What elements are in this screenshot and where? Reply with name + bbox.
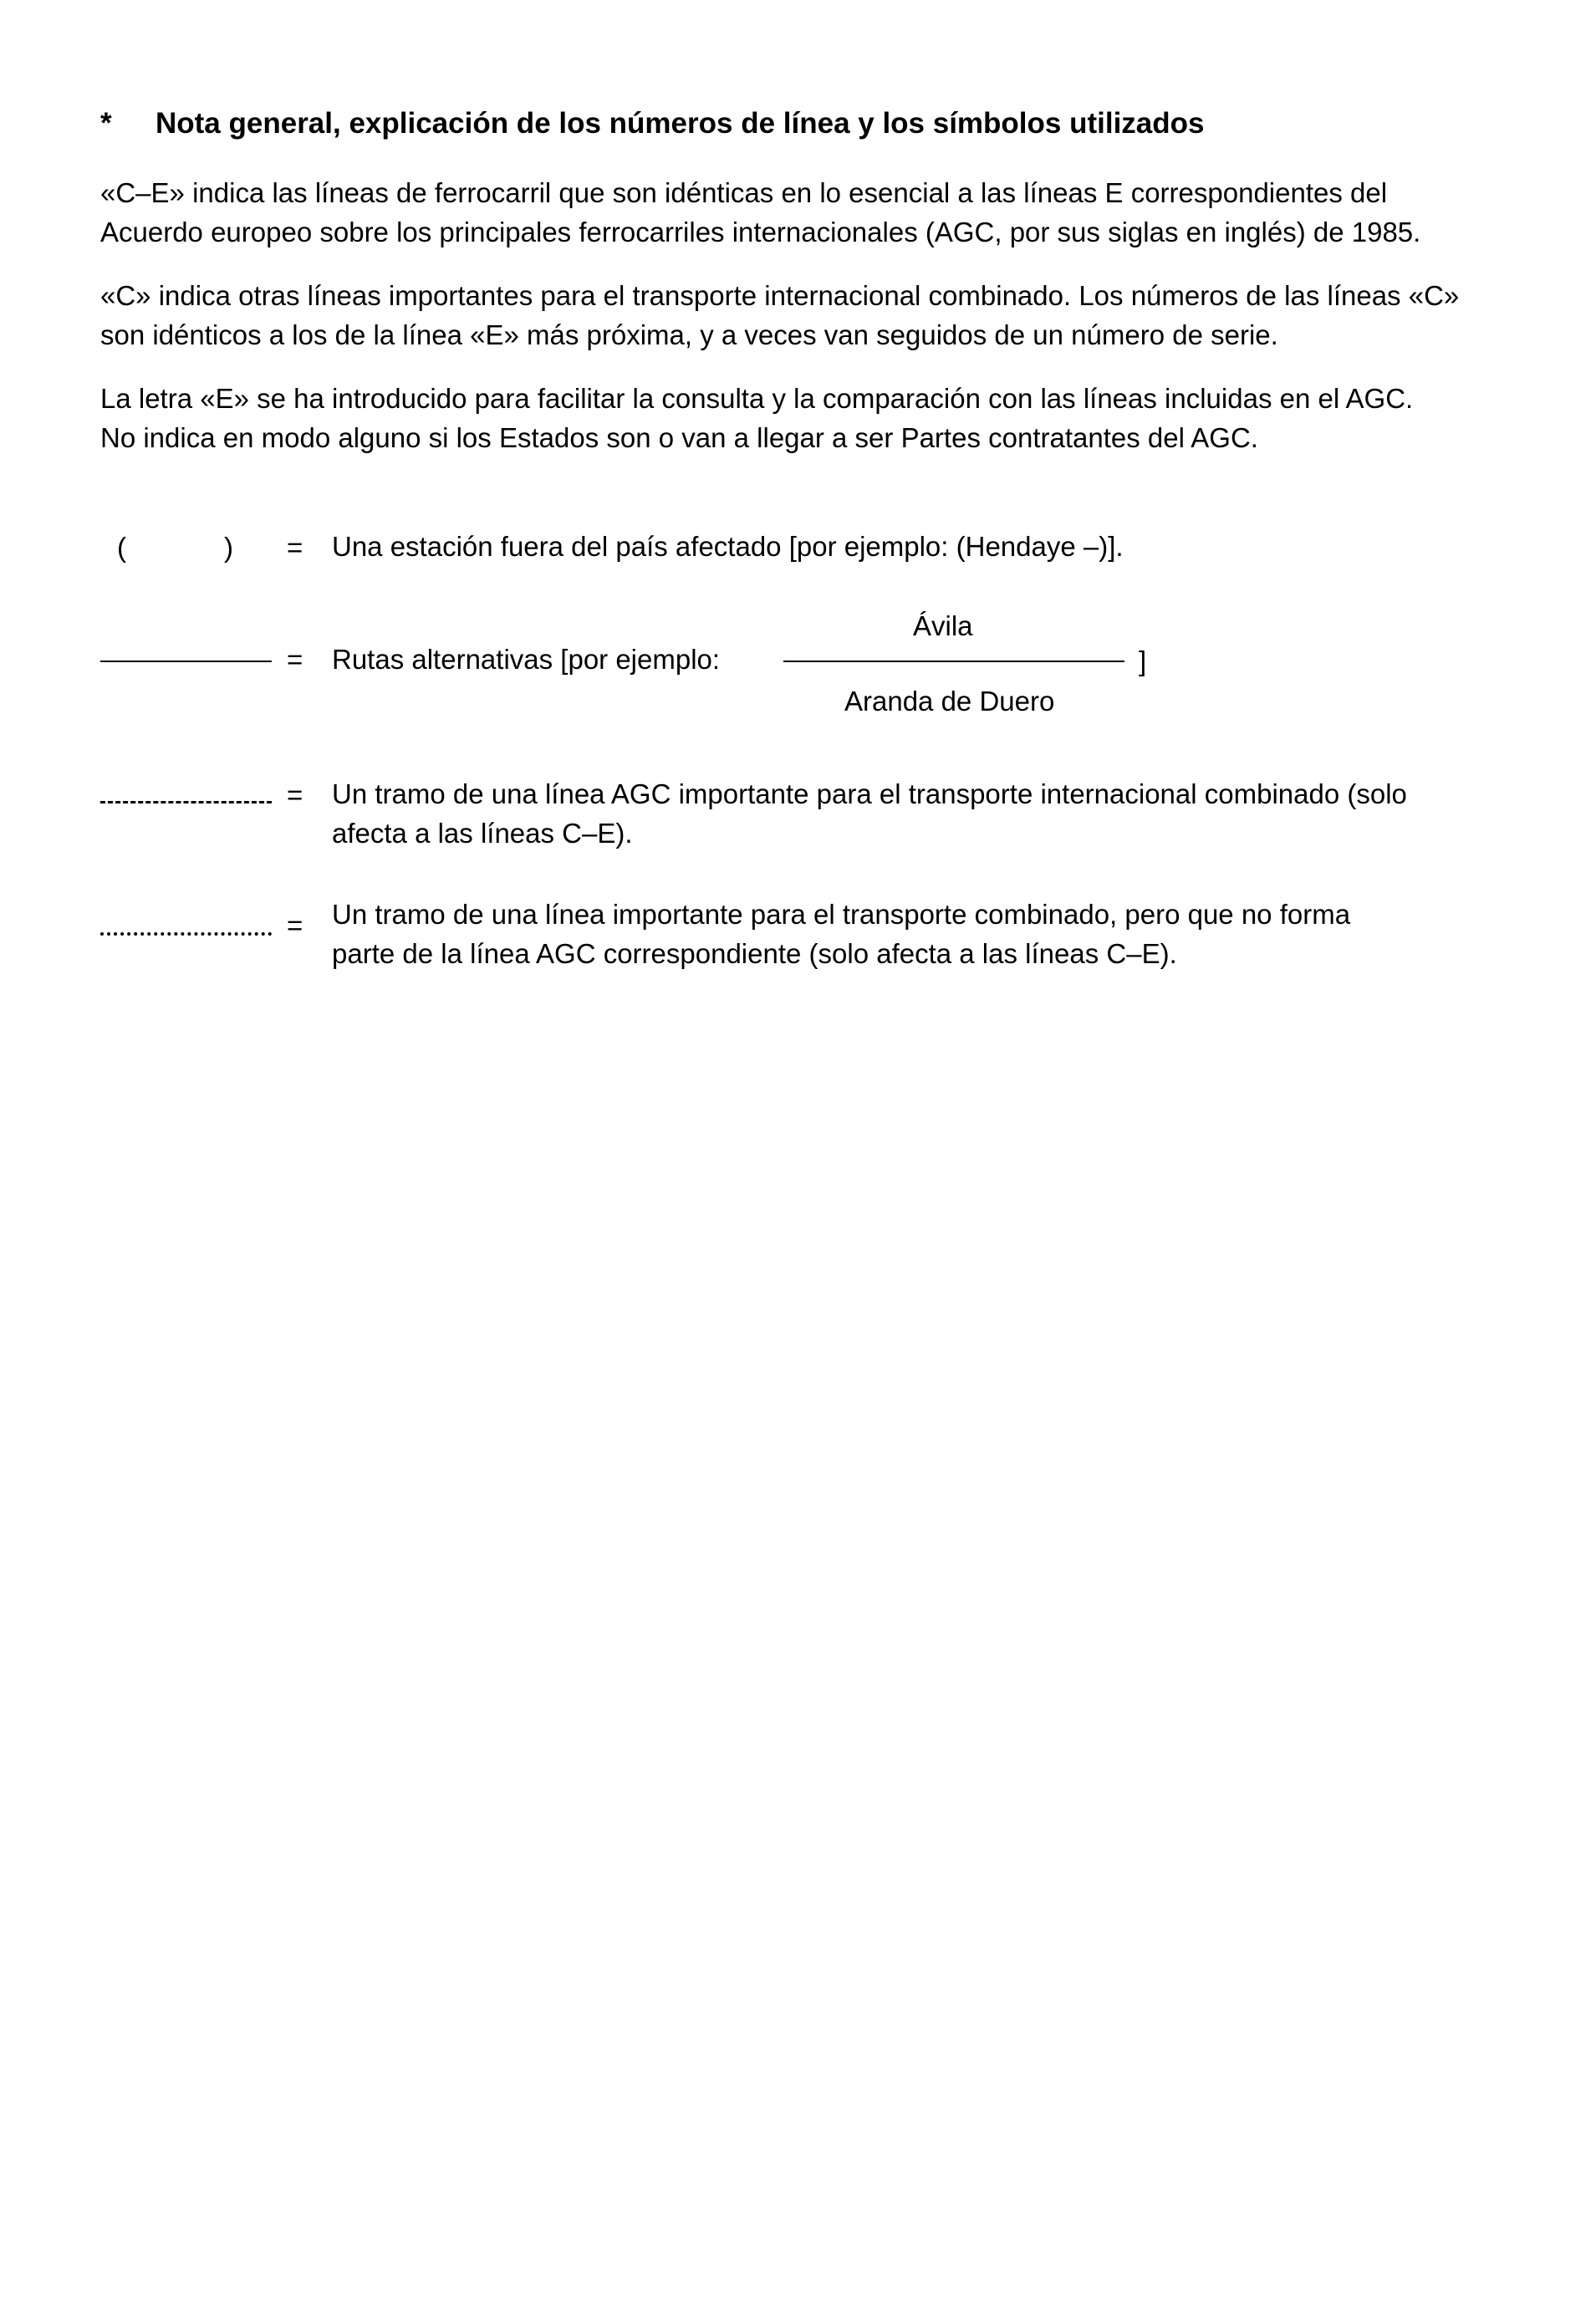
equals-sign: =: [287, 532, 303, 563]
legend-dotted-text: [332, 895, 1350, 973]
legend-text-line: Un tramo de una línea AGC importante para el transporte internacional combinado (solo: [332, 778, 1407, 809]
equals-sign: =: [287, 910, 303, 941]
legend-alternative-text: [332, 640, 720, 679]
paragraph-line: Acuerdo europeo sobre los principales ferrocarriles internacionales (AGC, por sus siglas en inglés) de 1985.: [100, 217, 1421, 247]
paragraph-c-lines: [100, 276, 1460, 355]
paragraph-ce-lines: [100, 173, 1421, 252]
legend-text-line: afecta a las líneas C–E).: [332, 818, 633, 849]
paragraph-line: son idénticos a los de la línea «E» más próxima, y a veces van seguidos de un número de serie.: [100, 319, 1278, 350]
equals-sign: =: [287, 779, 303, 810]
example-top-label: Ávila: [913, 610, 973, 641]
legend-text-line: Un tramo de una línea importante para el transporte combinado, pero que no forma: [332, 899, 1351, 930]
equals-sign: =: [287, 644, 303, 675]
legend-text-line: Una estación fuera del país afectado [por ejemplo: (Hendaye –)].: [332, 531, 1124, 562]
dashed-line-symbol: [100, 801, 272, 803]
legend-text-line: Rutas alternativas [por ejemplo:: [332, 644, 721, 675]
heading-marker: *: [100, 107, 112, 140]
paragraph-line: No indica en modo alguno si los Estados son o van a llegar a ser Partes contratantes del AGC.: [100, 422, 1258, 453]
legend-text-line: parte de la línea AGC correspondiente (solo afecta a las líneas C–E).: [332, 938, 1177, 969]
example-bottom-station: [844, 681, 1054, 721]
solid-line-symbol: [100, 661, 272, 662]
symbol-open-paren: (: [117, 532, 126, 563]
paragraph-letter-e: [100, 379, 1414, 457]
example-route-line: [783, 661, 1124, 662]
symbol-close-paren: ): [224, 532, 233, 563]
heading-title: Nota general, explicación de los números de línea y los símbolos utilizados: [156, 107, 1205, 140]
paragraph-line: La letra «E» se ha introducido para facilitar la consulta y la comparación con las líneas incluidas en el AGC.: [100, 383, 1414, 414]
paragraph-line: «C–E» indica las líneas de ferrocarril que son idénticas en lo esencial a las líneas E correspondientes del: [100, 177, 1388, 208]
legend-dashed-text: [332, 774, 1407, 853]
example-top-station: [913, 606, 973, 645]
example-close-bracket: ]: [1139, 645, 1147, 676]
paragraph-line: «C» indica otras líneas importantes para el transporte internacional combinado. Los números de las líneas «C»: [100, 280, 1460, 311]
dotted-line-symbol: [100, 932, 272, 936]
example-bottom-label: Aranda de Duero: [844, 686, 1055, 717]
legend-station-text: [332, 527, 1124, 566]
